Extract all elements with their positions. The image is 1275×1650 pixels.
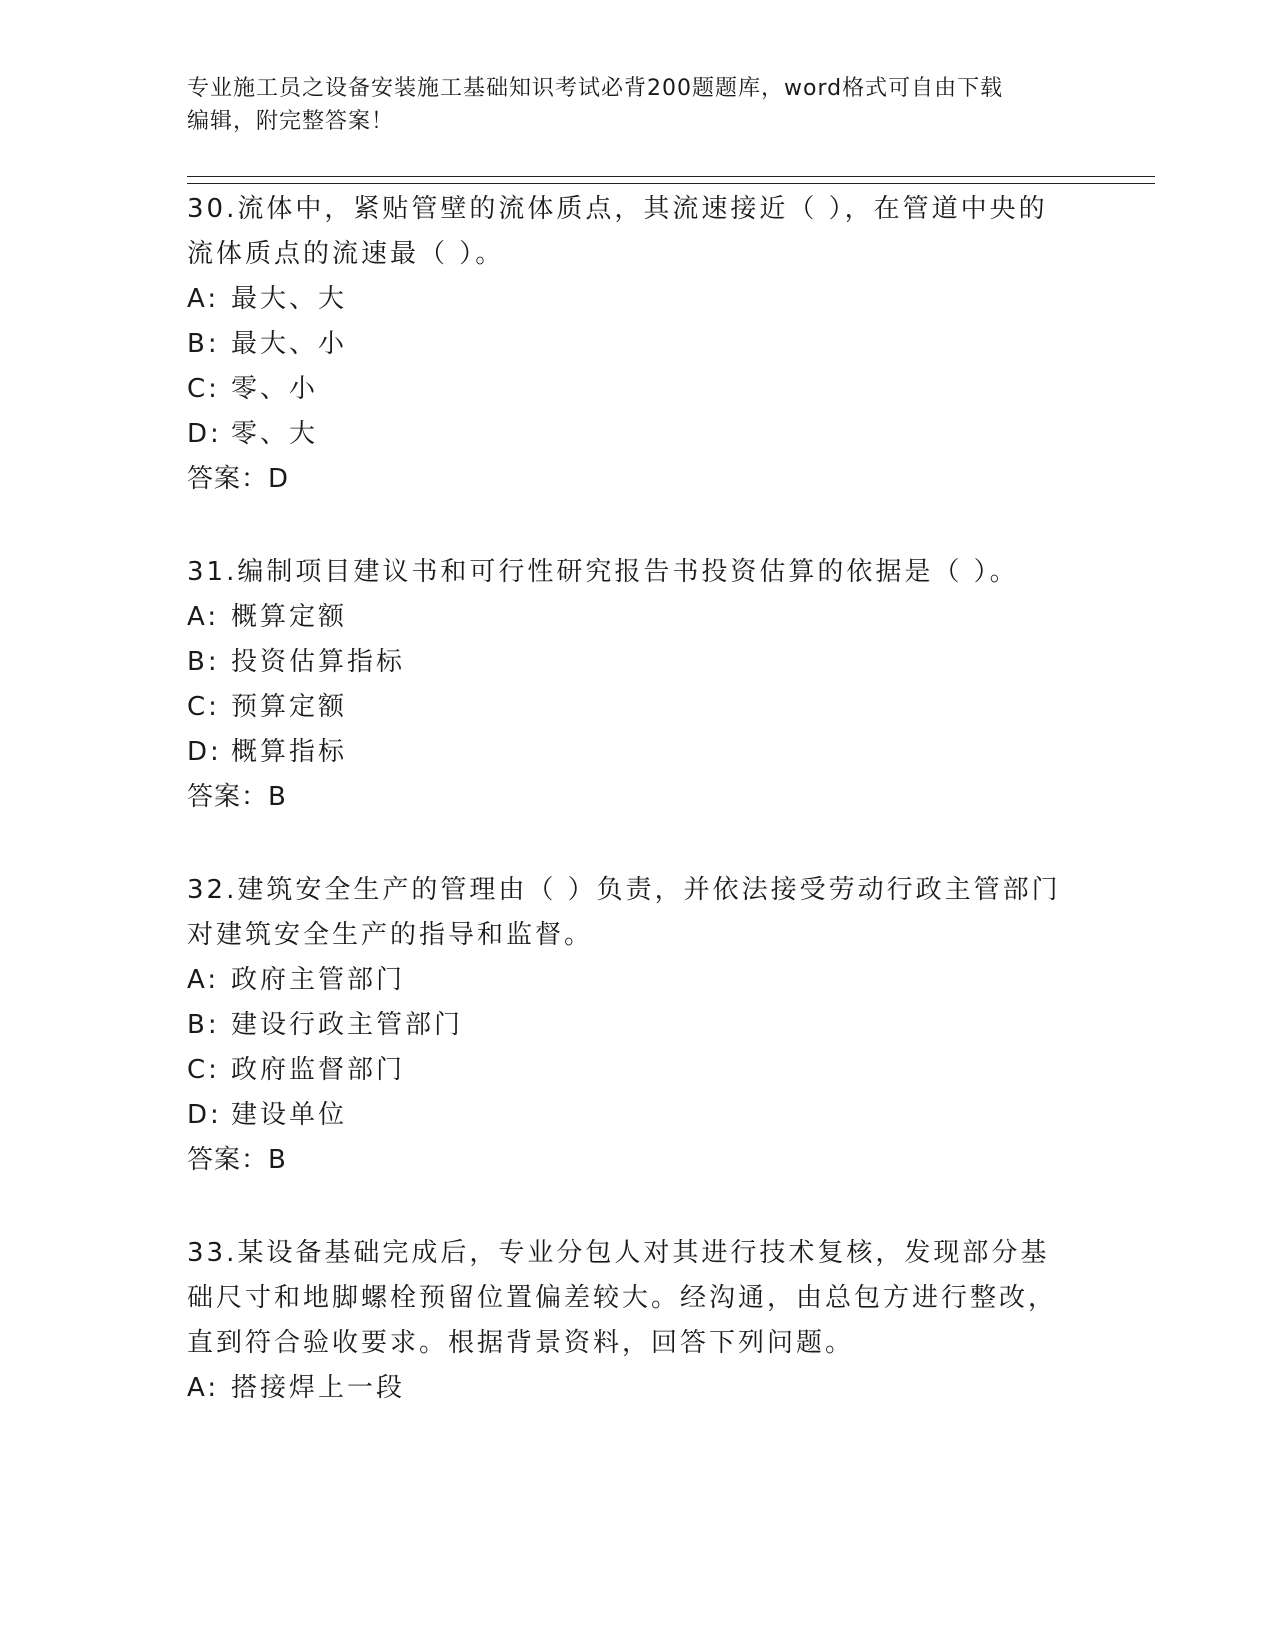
option-text: 零、小 [231,374,319,404]
option-c [187,685,1067,730]
option-a [187,1366,1067,1411]
question-31 [187,550,1067,820]
question-32 [187,868,1067,1183]
header-rule-top [187,176,1155,177]
option-text: 建设行政主管部门 [231,1010,464,1040]
option-letter: D: [187,737,222,767]
option-text: 投资估算指标 [231,647,406,677]
answer: 答案：B [187,1145,287,1175]
option-a [187,958,1067,1003]
question-stem: 32.建筑安全生产的管理由（ ）负责，并依法接受劳动行政主管部门对建筑安全生产的指导和监督。 [187,875,1061,950]
option-d [187,1093,1067,1138]
option-letter: C: [187,1055,220,1085]
header-rule-bottom [187,183,1155,184]
option-text: 搭接焊上一段 [231,1373,406,1403]
option-text: 预算定额 [231,692,348,722]
question-stem: 31.编制项目建议书和可行性研究报告书投资估算的依据是（ ）。 [187,557,1019,587]
question-30 [187,187,1067,502]
option-letter: D: [187,419,222,449]
option-a [187,595,1067,640]
option-text: 政府主管部门 [231,965,406,995]
answer: 答案：B [187,782,287,812]
header-line-2: 编辑，附完整答案！ [187,109,395,134]
option-letter: B: [187,1010,220,1040]
option-a [187,277,1067,322]
option-c [187,1048,1067,1093]
option-letter: D: [187,1100,222,1130]
option-text: 最大、大 [231,284,348,314]
option-text: 概算定额 [231,602,348,632]
option-b [187,1003,1067,1048]
option-letter: B: [187,329,220,359]
option-text: 政府监督部门 [231,1055,406,1085]
option-letter: B: [187,647,220,677]
header-line-1: 专业施工员之设备安装施工基础知识考试必背200题题库，word格式可自由下载 [187,76,1004,101]
option-text: 最大、小 [231,329,348,359]
question-33 [187,1231,1067,1411]
option-b [187,322,1067,367]
answer: 答案：D [187,464,290,494]
option-letter: C: [187,692,220,722]
option-b [187,640,1067,685]
option-letter: A: [187,284,220,314]
option-d [187,412,1067,457]
option-letter: C: [187,374,220,404]
option-d [187,730,1067,775]
option-text: 建设单位 [231,1100,348,1130]
document-header [187,72,1067,138]
option-letter: A: [187,965,220,995]
option-text: 概算指标 [231,737,348,767]
option-c [187,367,1067,412]
option-text: 零、大 [231,419,319,449]
option-letter: A: [187,1373,220,1403]
question-stem: 30.流体中，紧贴管壁的流体质点，其流速接近（ ），在管道中央的流体质点的流速最（ ）。 [187,194,1048,269]
option-letter: A: [187,602,220,632]
question-stem: 33.某设备基础完成后，专业分包人对其进行技术复核，发现部分基础尺寸和地脚螺栓预留位置偏差较大。经沟通，由总包方进行整改，直到符合验收要求。根据背景资料，回答下列问题。 [187,1238,1058,1358]
